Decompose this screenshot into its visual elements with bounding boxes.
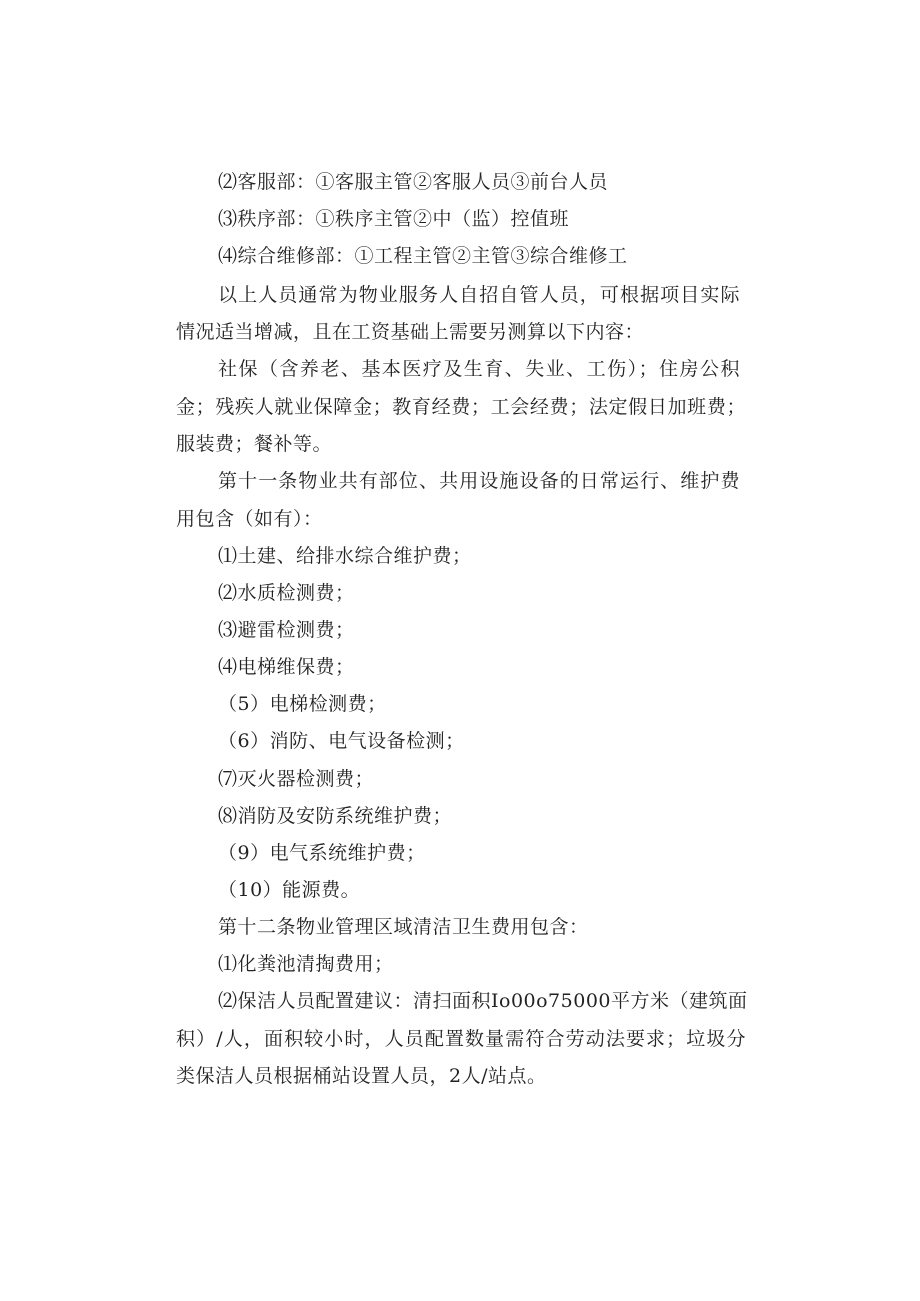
paragraph-insurance-line-1: 社保（含养老、基本医疗及生育、失业、工伤）；住房公积 bbox=[218, 358, 740, 380]
cleaning-item-2-line-3: 类保洁人员根据桶站设置人员，2人/站点。 bbox=[176, 1065, 547, 1087]
article-11-line-1: 第十一条物业共有部位、共用设施设备的日常运行、维护费 bbox=[218, 470, 740, 492]
list-item-5: （5）电梯检测费； bbox=[218, 693, 387, 715]
dept-order: ⑶秩序部：①秩序主管②中（监）控值班 bbox=[218, 208, 570, 230]
list-item-3: ⑶避雷检测费； bbox=[218, 619, 355, 641]
list-item-2: ⑵水质检测费； bbox=[218, 582, 355, 604]
paragraph-staff-line-2: 情况适当增减，且在工资基础上需要另测算以下内容： bbox=[176, 321, 645, 343]
dept-maintenance: ⑷综合维修部：①工程主管②主管③综合维修工 bbox=[218, 245, 628, 267]
list-item-7: ⑺灭火器检测费； bbox=[218, 768, 375, 790]
list-item-4: ⑷电梯维保费； bbox=[218, 656, 355, 678]
article-11-line-2: 用包含（如有）： bbox=[176, 508, 323, 530]
list-item-1: ⑴土建、给排水综合维护费； bbox=[218, 545, 472, 567]
cleaning-item-1: ⑴化粪池清掏费用； bbox=[218, 953, 394, 975]
cleaning-item-2-line-2: 积）/人，面积较小时，人员配置数量需符合劳动法要求；垃圾分 bbox=[176, 1028, 746, 1050]
paragraph-insurance-line-3: 服装费；餐补等。 bbox=[176, 433, 333, 455]
paragraph-staff-line-1: 以上人员通常为物业服务人自招自管人员，可根据项目实际 bbox=[218, 284, 740, 306]
list-item-8: ⑻消防及安防系统维护费； bbox=[218, 805, 453, 827]
article-12-heading: 第十二条物业管理区域清洁卫生费用包含： bbox=[218, 916, 589, 938]
list-item-6: （6）消防、电气设备检测； bbox=[218, 730, 465, 752]
list-item-10: （10）能源费。 bbox=[218, 879, 361, 901]
list-item-9: （9）电气系统维护费； bbox=[218, 842, 426, 864]
dept-customer-service: ⑵客服部：①客服主管②客服人员③前台人员 bbox=[218, 171, 609, 193]
paragraph-insurance-line-2: 金；残疾人就业保障金；教育经费；工会经费；法定假日加班费； bbox=[176, 396, 746, 418]
cleaning-item-2-line-1: ⑵保洁人员配置建议：清扫面积Io00o75000平方米（建筑面 bbox=[218, 990, 748, 1012]
